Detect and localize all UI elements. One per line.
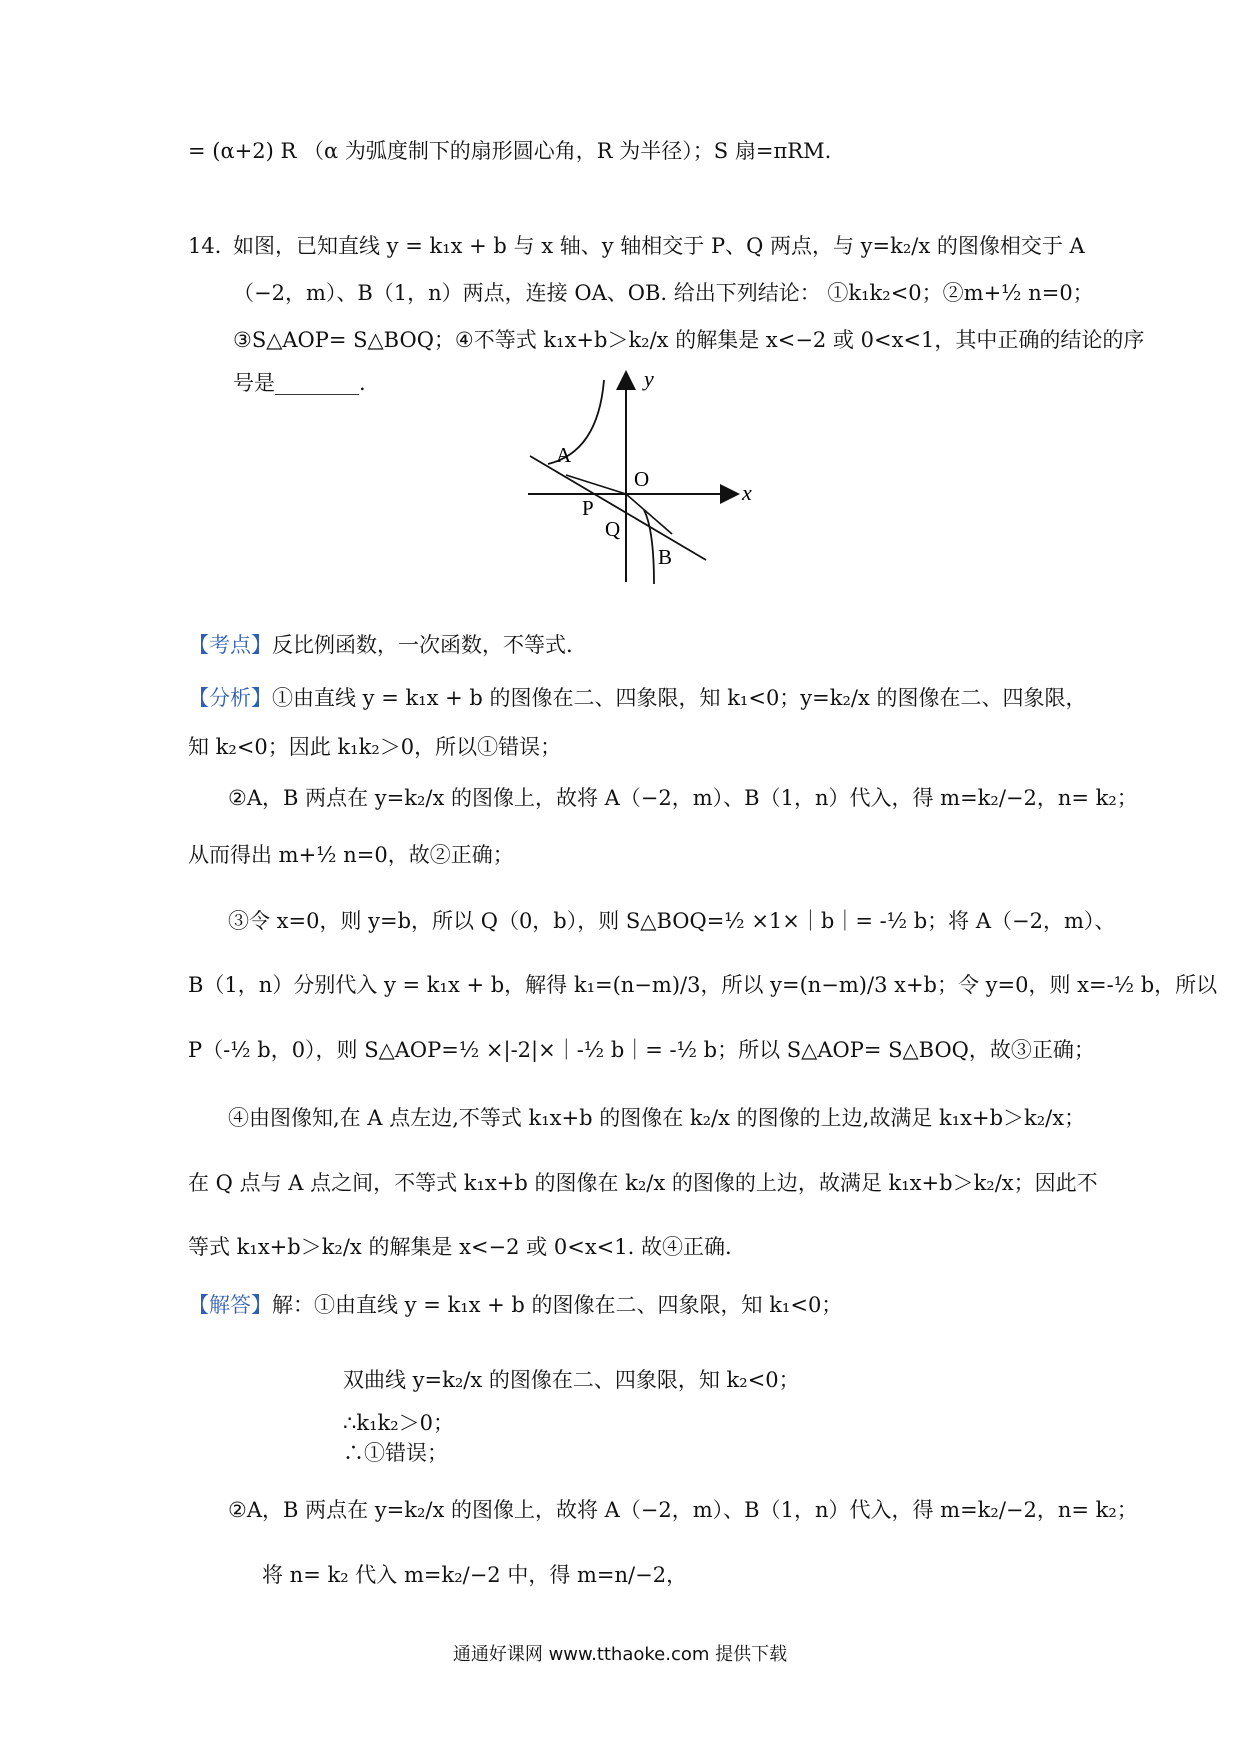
fenxi-tag: 【分析】 (188, 686, 272, 710)
label-P: P (582, 496, 594, 520)
question-line: （−2，m）、B（1，n）两点，连接 OA、OB. 给出下列结论： ①k₁k₂<0；②m+½ n=0； (233, 281, 1094, 305)
segment-OA (566, 475, 626, 494)
jieda-line: ∴①错误； (343, 1441, 448, 1465)
kaodian-section (188, 630, 573, 660)
prev-answer-line: = (α+2) R （α 为弧度制下的扇形圆心角，R 为半径）；S 扇=πRM. (188, 139, 832, 163)
question-line: 号是________. (233, 371, 366, 395)
label-Q: Q (605, 517, 621, 541)
question-line: 如图，已知直线 y = k₁x + b 与 x 轴、y 轴相交于 P、Q 两点，与 y=k₂/x 的图像相交于 A (233, 234, 1085, 258)
label-y: y (644, 370, 654, 391)
fenxi-line: 从而得出 m+½ n=0，故②正确； (188, 843, 514, 867)
fenxi-line: ④由图像知,在 A 点左边,不等式 k₁x+b 的图像在 k₂/x 的图像的上边,故满足 k₁x+b＞k₂/x； (228, 1106, 1086, 1130)
fenxi-line: P（-½ b，0），则 S△AOP=½ ×|-2|×｜-½ b｜= -½ b；所以 S△AOP= S△BOQ，故③正确； (188, 1038, 1095, 1062)
jieda-tag: 【解答】 (188, 1293, 272, 1317)
jieda-line: 双曲线 y=k₂/x 的图像在二、四象限，知 k₂<0； (343, 1368, 800, 1392)
kaodian-text: 反比例函数，一次函数，不等式. (272, 633, 573, 657)
label-O: O (634, 467, 650, 491)
function-figure (520, 370, 760, 595)
fenxi-line: B（1，n）分别代入 y = k₁x + b，解得 k₁=(n−m)/3，所以 y=(n−m)/3 x+b；令 y=0，则 x=-½ b，所以 (188, 973, 1218, 997)
jieda-line: 将 n= k₂ 代入 m=k₂/−2 中，得 m=n/−2， (262, 1563, 688, 1587)
label-B: B (658, 545, 673, 569)
question-number: 14． (188, 234, 236, 258)
line-y-k1x-b (530, 456, 706, 560)
page-footer: 通通好课网 www.tthaoke.com 提供下载 (452, 1644, 788, 1665)
question-line: ③S△AOP= S△BOQ；④不等式 k₁x+b＞k₂/x 的解集是 x<−2 或 0<x<1，其中正确的结论的序 (233, 328, 1145, 352)
fenxi-line: ②A，B 两点在 y=k₂/x 的图像上，故将 A（−2，m）、B（1，n）代入，得 m=k₂/−2，n= k₂； (228, 786, 1138, 810)
fenxi-line: 等式 k₁x+b＞k₂/x 的解集是 x<−2 或 0<x<1. 故④正确. (188, 1235, 732, 1259)
kaodian-tag: 【考点】 (188, 633, 272, 657)
label-A: A (556, 443, 572, 467)
jieda-line: ②A，B 两点在 y=k₂/x 的图像上，故将 A（−2，m）、B（1，n）代入，得 m=k₂/−2，n= k₂； (228, 1498, 1138, 1522)
jieda-line: ∴k₁k₂＞0； (343, 1411, 455, 1435)
jieda-line: 【解答】解：①由直线 y = k₁x + b 的图像在二、四象限，知 k₁<0； (188, 1293, 843, 1317)
fenxi-line: 在 Q 点与 A 点之间，不等式 k₁x+b 的图像在 k₂/x 的图像的上边，故满足 k₁x+b＞k₂/x；因此不 (188, 1171, 1098, 1195)
label-x: x (742, 480, 752, 505)
fenxi-line: 知 k₂<0；因此 k₁k₂＞0，所以①错误； (188, 735, 562, 759)
fenxi-line: ③令 x=0，则 y=b，所以 Q（0，b），则 S△BOQ=½ ×1×｜b｜= -½ b；将 A（−2，m）、 (228, 909, 1116, 933)
hyperbola-branch-right (644, 510, 654, 584)
fenxi-line: 【分析】①由直线 y = k₁x + b 的图像在二、四象限，知 k₁<0；y=k₂/x 的图像在二、四象限， (188, 686, 1087, 710)
